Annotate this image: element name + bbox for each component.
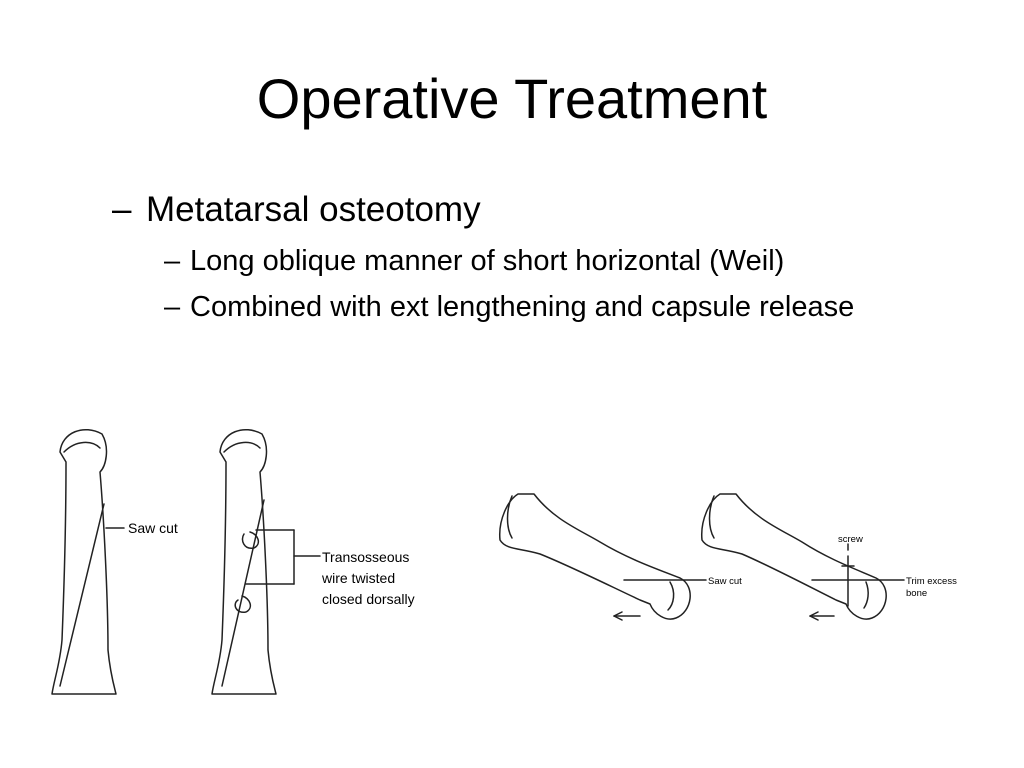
saw-cut-label-right: Saw cut (708, 576, 742, 587)
saw-cut-label-left: Saw cut (128, 520, 178, 536)
trim-label-line1: Trim excess (906, 576, 957, 587)
metatarsal-long-oblique-cut (52, 430, 124, 694)
trim-label-line2: bone (906, 588, 928, 599)
metatarsal-screw-fixation (702, 494, 904, 620)
bullet-text: Combined with ext lengthening and capsule release (190, 291, 855, 323)
metatarsal-wire-fixation (212, 430, 320, 694)
slide-title: Operative Treatment (256, 67, 768, 130)
wire-label-line3: closed dorsally (322, 591, 415, 607)
bullet-text: Metatarsal osteotomy (146, 190, 481, 229)
metatarsal-horizontal-cut (500, 494, 706, 620)
bullet-dash: – (164, 245, 181, 277)
bullet-dash: – (164, 291, 181, 323)
wire-label-line2: wire twisted (322, 570, 396, 586)
bullet-dash: – (112, 190, 132, 229)
wire-label-line1: Transosseous (322, 549, 410, 565)
bullet-text: Long oblique manner of short horizontal (Weil) (190, 245, 785, 277)
screw-label: screw (838, 534, 863, 545)
